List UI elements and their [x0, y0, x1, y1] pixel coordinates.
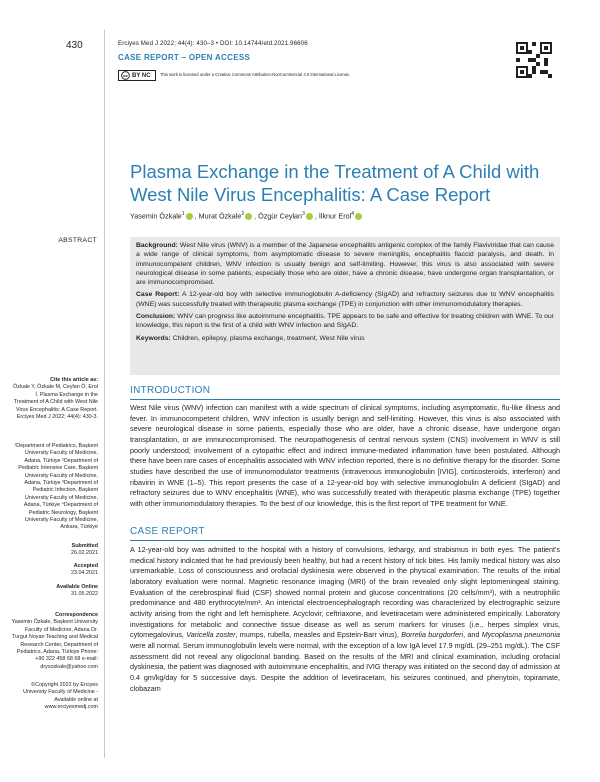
correspondence-label: Correspondence	[55, 612, 98, 618]
abstract-conclusion-text: WNV can progress like autoimmune encephalitis. TPE appears to be safe and effective for treating children with WNE. To our knowledge, this report is the first of a child with WNV infection and SIgAD.	[136, 313, 554, 330]
abstract-conclusion-label: Conclusion:	[136, 313, 176, 321]
abstract-case-label: Case Report:	[136, 291, 180, 299]
author-affiliation-number: 3	[302, 211, 305, 217]
cc-badge-label: BY NC	[132, 72, 151, 79]
submitted-date: 26.02.2021	[71, 550, 98, 557]
keywords-text: Children, epilepsy, plasma exchange, treatment, West Nile virus	[170, 334, 365, 342]
orcid-icon[interactable]	[355, 213, 362, 220]
correspondence-text: Yasemin Özkale, Başkent University Faculty of Medicine, Adana Dr. Turgut Noyan Teaching and Medical Research Center, Department of Pediatrics, Adana, Türkiye Phone: +90 322 458 68 68 e-mail: drysozkale@yahoo.com	[11, 619, 98, 670]
affiliations: ¹Department of Pediatrics, Başkent University Faculty of Medicine, Adana, Türkiye ²Department of Pediatric Intensive Care, Başkent University Faculty of Medicine, Adana, Türkiye ³Department of Pediatric Infection, Başkent University Faculty of Medicine, Adana, Türkiye ⁴Department of Pediatric Neurology, Başkent University Faculty of Medicine, Ankara, Türkiye	[14, 443, 98, 531]
case-italic-3: Mycoplasma pneumonia	[481, 630, 560, 640]
author-affiliation-number: 1	[181, 211, 185, 217]
orcid-icon[interactable]	[245, 213, 252, 220]
submitted-block	[10, 543, 98, 558]
introduction-rule	[130, 399, 560, 400]
case-report-heading: CASE REPORT	[130, 526, 205, 537]
case-text-b: , mumps, rubella, measles and Epstein-Barr virus),	[235, 630, 402, 640]
keywords-label: Keywords:	[136, 334, 171, 342]
author-name: Özgür Ceylan	[258, 211, 303, 221]
license-text: This work is licensed under a Creative Commons Attribution-NonCommercial 4.0 International License.	[160, 72, 351, 77]
abstract-case-text: A 12-year-old boy with selective immunoglobulin A-deficiency (SIgAD) and refractory seizures due to WNV encephalitis (WNE) was successfully treated with therapeutic plasma exchange (TPE) in conjunction with other immunomodulatory therapies.	[136, 291, 554, 308]
cc-icon	[121, 71, 130, 80]
author-affiliation-number: 4	[351, 211, 354, 217]
accepted-block	[10, 563, 98, 578]
case-report-rule	[130, 540, 560, 541]
abstract-background-text: West Nile virus (WNV) is a member of the Japanese encephalitis antigenic complex of the family Flaviviridae that can cause a wide range of clinical symptoms, from asymptomatic disease to severe meningitis, encephalitis flaccid paralysis, and death. In immunocompetent children, WNV infection is usually benign and self-limiting. However, this virus is also associated with severe neurological disease in some patients, especially those who are older, have a chronic disease, have undergone organ transplantation, or are immunocompromised.	[136, 242, 554, 287]
cite-block	[10, 377, 98, 421]
abstract-label: ABSTRACT	[58, 237, 97, 244]
online-block	[10, 584, 98, 599]
author-name: Yasemin Özkale	[130, 211, 182, 221]
author-list: Yasemin Özkale$^1$ , Murat Özkale$^2$ , Özgür Ceylan$^3$ , İlknur Erol$^4$	[130, 211, 364, 220]
abstract-keywords	[136, 334, 554, 343]
abstract-box	[130, 237, 560, 375]
submitted-label: Submitted	[71, 543, 98, 549]
accepted-date: 23.04.2021	[71, 570, 98, 577]
article-category: CASE REPORT – OPEN ACCESS	[118, 53, 251, 62]
author-name: Murat Özkale	[198, 211, 242, 221]
case-italic-2: Borrelia burgdorferi	[401, 630, 464, 640]
case-text-d: were all normal. Serum immunoglobulin levels were normal, with the exception of a low IgA level 17.9 mg/dL (29–251 mg/dL). The CSF assessment did not reveal any oligoclonal banding. Based on the results of the MRI and clinical examination, including orofacial dyskinesia, the patient was diagnosed with autoimmune encephalitis, and IVIG therapy was initiated on the second day of admission at 0.4 gm/kg/day for 5 successive days. Despite the addition of levetiracetam, his seizures continued, and phenytoin, topiramate, clobazam	[130, 640, 560, 693]
qr-code-icon	[516, 42, 552, 78]
online-date: 31.05.2022	[71, 591, 98, 598]
abstract-background	[136, 241, 554, 287]
cc-license-badge	[118, 70, 156, 81]
introduction-heading: INTRODUCTION	[130, 385, 211, 396]
case-report-paragraph	[130, 545, 560, 694]
orcid-icon[interactable]	[186, 213, 193, 220]
copyright-notice: ©Copyright 2022 by Erciyes University Faculty of Medicine - Available online at www.erciyesmedj.com	[23, 682, 98, 711]
case-text-c: , and	[463, 630, 482, 640]
article-title: Plasma Exchange in the Treatment of A Child with West Nile Virus Encephalitis: A Case Report	[130, 161, 540, 205]
orcid-icon[interactable]	[306, 213, 313, 220]
page-number: 430	[66, 40, 83, 51]
author-affiliation-number: 2	[241, 211, 245, 217]
introduction-body	[130, 403, 560, 510]
introduction-paragraph: West Nile virus (WNV) infection can manifest with a wide spectrum of clinical symptoms, including asymptomatic, flu-like illness and fever. In immunocompetent children, WNV infection is usually benign and self-limiting. However, this virus is also associated with severe neurological disease in some patients, especially those who are older, have a chronic disease, have undergone organ transplantation, or are immunocompromised. The neuropathogenesis of central nervous system (CNS) involvement in WNV is still poorly understood; involvement of a cytopathic effect and indirect immune-mediated inflammation have been postulated. Although there have been rare cases of encephalitis associated with WNV infection reported, there is no definitive therapy for the disorder. Some studies have described the use of immunomodulator treatments (intravenous immunoglobulin [IVIG], corticosteroids, interferon) and ribavirin in WNE (1–5). This report presents the case of a 12-year-old boy with selective immunoglobulin A deficient (SIgAD) and refractory seizures due to WNV encephalitis (WNE), who was successfully treated with therapeutic plasma exchange (TPE) together with other immunomodulatory therapies. To the best of our knowledge, this is the first report of TPE treatment for WNE.	[130, 403, 560, 508]
case-report-body	[130, 545, 560, 779]
journal-citation-line: Erciyes Med J 2022; 44(4): 430–3 • DOI: 10.14744/etd.2021.96606	[118, 40, 308, 47]
online-label: Available Online	[56, 584, 98, 590]
cite-text: Özkale Y, Özkale M, Ceylan Ö, Erol İ. Plasma Exchange in the Treatment of A Child with West Nile Virus Encephalitis: A Case Report. Erciyes Med J 2022; 44(4): 430-3.	[13, 384, 98, 421]
case-text-a: A 12-year-old boy was admitted to the hospital with a history of convulsions, lethargy, and strabismus in both eyes. The patient's medical history indicated that he had previously been healthy, but had a recent history of tick bites. His family medical history was also unremarkable. Loss of consciousness and orofacial dyskinesia were observed in the physical examination. The results of the initial laboratory evaluation were normal. Magnetic resonance imaging (MRI) of the brain revealed only slight leptomeningeal staining. Evaluation of the cerebrospinal fluid (CSF) showed normal protein and glucose concentrations (20 cells/mm³), with a neutrophilic predominance and 480 erythrocyte/mm³. An interictal electroencephalograph recording was characterized by electrographic seizure activity arising from the right and left hemisphere. Acyclovir, ceftriaxone, and levetiracetam were administered empirically. Laboratory investigations for metabolic and connective tissue disease as well as serum markers for viruses (i.e., herpes simplex virus, cytomegalovirus,	[130, 545, 560, 640]
accepted-label: Accepted	[73, 563, 98, 569]
abstract-case	[136, 290, 554, 309]
case-italic-1: Varicella zoster	[186, 630, 236, 640]
cite-label: Cite this article as:	[50, 377, 98, 383]
abstract-conclusion	[136, 312, 554, 331]
svg-text:cc: cc	[123, 73, 128, 79]
author-name: İlknur Erol	[318, 211, 352, 221]
correspondence-block	[10, 612, 98, 671]
margin-divider	[104, 30, 105, 758]
abstract-background-label: Background:	[136, 242, 178, 249]
